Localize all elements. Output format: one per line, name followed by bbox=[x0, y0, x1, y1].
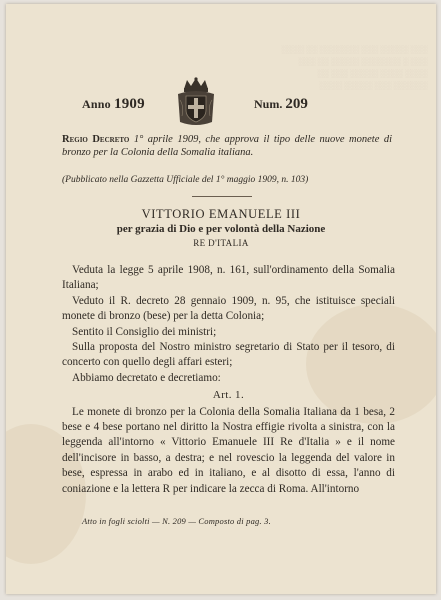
anno-label: Anno bbox=[82, 97, 111, 111]
paragraph-veduta-legge: Veduta la legge 5 aprile 1908, n. 161, sull'ordinamento della Somalia Italiana; bbox=[62, 264, 395, 292]
num-label: Num. bbox=[254, 97, 283, 111]
paragraph-article-1: Le monete di bronzo per la Colonia della Somalia Italiana da 1 besa, 2 bese e 4 bese portano nel diritto la Nostra effigie rivolta a sinistra, con la leggenda all'intorno « Vittorio Emanuele III Re d'Italia » e il nome dell'incisore in basso, a destra; e nel rovescio la leggenda del valore in bese, espressa in arabo ed in italiano, e al disotto di essa, l'anno di coniazione e la lettera R per indicare la zecca di Roma. All'intorno bbox=[62, 405, 395, 495]
king-title-line: per grazia di Dio e per volontà della Nazione bbox=[116, 223, 326, 235]
paragraph-sentito: Sentito il Consiglio dei ministri; bbox=[72, 325, 217, 338]
num-value: 209 bbox=[285, 96, 308, 112]
anno-value: 1909 bbox=[114, 96, 145, 112]
paragraph-decretiamo: Abbiamo decretato e decretiamo: bbox=[72, 371, 221, 384]
document-header bbox=[6, 76, 436, 136]
divider bbox=[192, 196, 252, 197]
bleed-through-text: ░░░ ░░░░░ ░░░ ░░░░░░░ ░░ ░░░░ ░░░ ░ ░░░░░░░ ░░░░░ ░░ ░░░ ░░░░ ░░░░ ░░░░░ ░░░ ░░ ░░░░░░ ░░░ ░░░░░ ░░░░ bbox=[281, 45, 428, 90]
publication-note: (Pubblicato nella Gazzetta Ufficiale del 1° maggio 1909, n. 103) bbox=[62, 175, 309, 185]
decree-label: Regio Decreto bbox=[62, 134, 130, 145]
article-heading: Art. 1. bbox=[212, 389, 245, 402]
num bbox=[254, 96, 308, 113]
decree-text: 1° aprile 1909, che approva il tipo delle nuove monete di bronzo per la Colonia della Somalia italiana. bbox=[62, 134, 393, 158]
savoy-crown-shield-icon bbox=[174, 76, 218, 128]
paragraph-veduto-decreto: Veduto il R. decreto 28 gennaio 1909, n. 95, che istituisce speciali monete di bronzo (bese) per la detta Colonia; bbox=[62, 294, 395, 323]
footer-note: Atto in fogli sciolti — N. 209 — Composto di pag. 3. bbox=[82, 516, 271, 526]
decree-title bbox=[62, 133, 392, 159]
decree-body bbox=[62, 263, 395, 497]
paragraph-proposta: Sulla proposta del Nostro ministro segretario di Stato per il tesoro, di concerto con quello degli affari esteri; bbox=[62, 341, 395, 369]
document-page bbox=[6, 4, 436, 594]
king-name: VITTORIO EMANUELE III bbox=[141, 207, 301, 221]
re-ditalia: RE D'ITALIA bbox=[193, 238, 249, 248]
anno bbox=[82, 96, 145, 113]
